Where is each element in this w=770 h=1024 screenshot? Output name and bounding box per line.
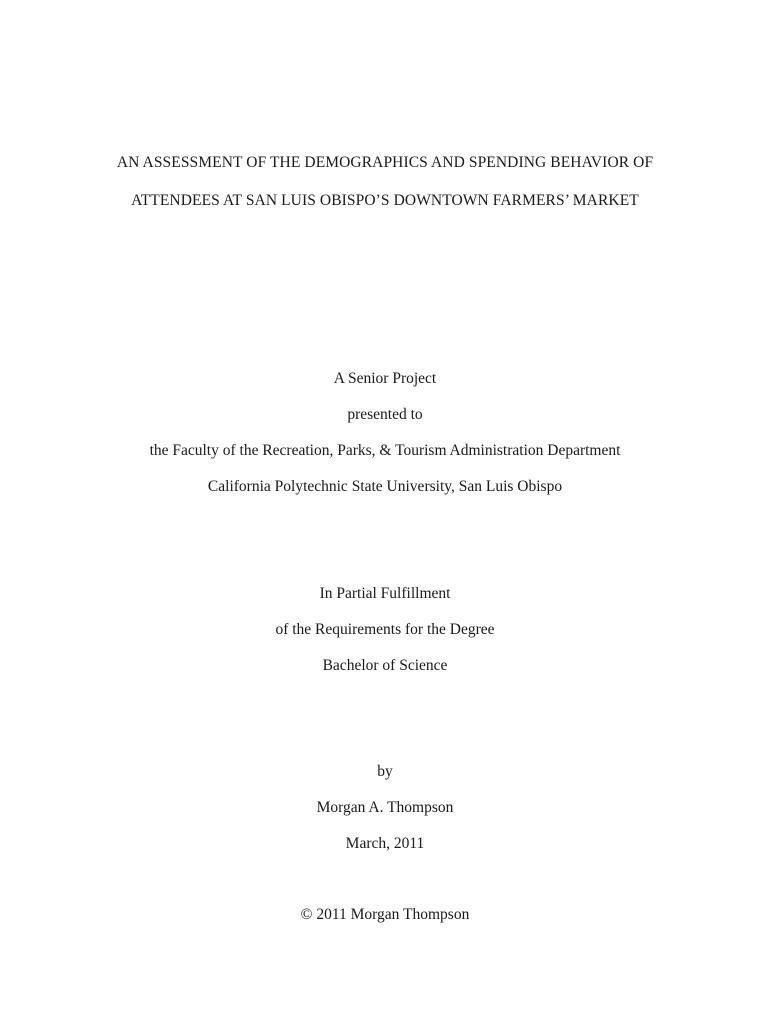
submission-date: March, 2011 [345,835,425,852]
degree-requirements: of the Requirements for the Degree [275,621,495,638]
thesis-title-line-2: ATTENDEES AT SAN LUIS OBISPO’S DOWNTOWN FARMERS’ MARKET [131,192,639,209]
author-name: Morgan A. Thompson [316,799,454,816]
by-label: by [377,763,393,780]
partial-fulfillment: In Partial Fulfillment [319,585,451,602]
thesis-title-line-1: AN ASSESSMENT OF THE DEMOGRAPHICS AND SPENDING BEHAVIOR OF [116,154,654,171]
presented-to: presented to [347,406,423,423]
copyright-notice: © 2011 Morgan Thompson [300,906,470,923]
degree-name: Bachelor of Science [322,657,448,674]
project-type: A Senior Project [333,370,437,387]
department: the Faculty of the Recreation, Parks, & Tourism Administration Department [149,442,621,459]
university: California Polytechnic State University, San Luis Obispo [207,478,563,495]
